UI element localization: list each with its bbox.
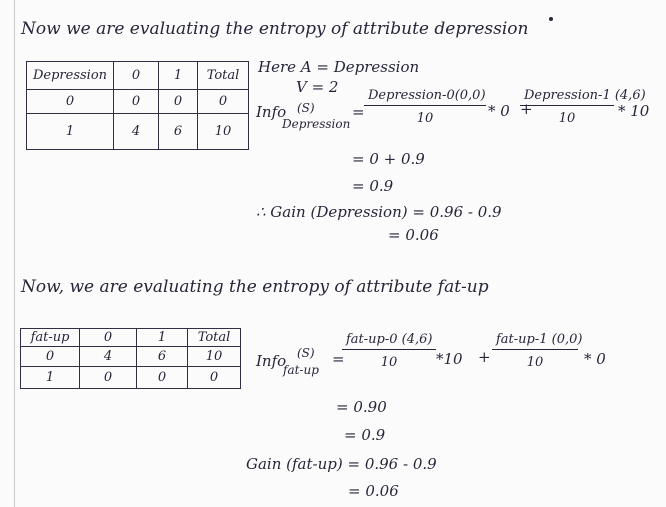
table-cell: 4 <box>114 114 159 150</box>
table-cell: 10 <box>188 347 241 367</box>
info-subscript: Depression <box>282 117 351 131</box>
table-header-cell: 0 <box>114 62 159 90</box>
table-cell: 0 <box>198 90 249 114</box>
heading-fat-up: Now, we are evaluating the entropy of attribute fat-up <box>21 277 489 297</box>
heading-depression: Now we are evaluating the entropy of attribute depression <box>21 19 529 39</box>
table-cell: 10 <box>198 114 249 150</box>
table-header-row <box>21 329 241 347</box>
fraction-depression-1 <box>520 88 646 126</box>
fraction-numerator: Depression-0(0,0) <box>364 88 486 106</box>
depression-table <box>26 61 249 150</box>
table-cell: 1 <box>21 367 80 389</box>
table-header-cell: 1 <box>137 329 188 347</box>
table-row <box>21 367 241 389</box>
table-cell: 1 <box>27 114 114 150</box>
table-row <box>27 114 249 150</box>
step-line: = 0.90 <box>336 398 387 416</box>
table-header-cell: 1 <box>159 62 198 90</box>
step-line: = 0 + 0.9 <box>352 150 425 168</box>
ink-dot <box>549 17 553 21</box>
equals-sign: = <box>332 350 345 368</box>
table-header-cell: Depression <box>27 62 114 90</box>
table-header-cell: 0 <box>80 329 137 347</box>
table-header-cell: Total <box>198 62 249 90</box>
gain-result: = 0.06 <box>348 482 399 500</box>
here-line: Here A = Depression <box>258 58 420 76</box>
equals-sign: = <box>352 103 365 121</box>
multiplier: * 10 <box>618 102 650 120</box>
table-cell: 6 <box>137 347 188 367</box>
fraction-numerator: fat-up-0 (4,6) <box>342 332 436 350</box>
table-cell: 0 <box>27 90 114 114</box>
table-cell: 6 <box>159 114 198 150</box>
table-cell: 0 <box>114 90 159 114</box>
fraction-denominator: 10 <box>558 111 576 126</box>
table-header-cell: Total <box>188 329 241 347</box>
gain-line: Gain (fat-up) = 0.96 - 0.9 <box>246 455 437 473</box>
info-label: Info <box>256 103 287 121</box>
step-line: = 0.9 <box>344 426 386 444</box>
info-subscript: fat-up <box>283 363 319 377</box>
multiplier: * 0 <box>488 102 510 120</box>
table-cell: 4 <box>80 347 137 367</box>
info-argument: (S) <box>297 346 315 360</box>
table-cell: 0 <box>159 90 198 114</box>
fraction-numerator: Depression-1 (4,6) <box>520 88 614 106</box>
info-label: Info <box>256 352 287 370</box>
gain-result: = 0.06 <box>388 226 439 244</box>
table-header-row <box>27 62 249 90</box>
fraction-fat-up-1 <box>492 332 583 370</box>
table-cell: 0 <box>137 367 188 389</box>
table-row <box>27 90 249 114</box>
fraction-denominator: 10 <box>526 355 544 370</box>
fraction-denominator: 10 <box>416 111 434 126</box>
info-argument: (S) <box>297 101 315 115</box>
step-line: = 0.9 <box>352 177 394 195</box>
v-line: V = 2 <box>296 78 339 96</box>
plus-sign: + <box>520 100 533 118</box>
table-cell: 0 <box>80 367 137 389</box>
multiplier: *10 <box>436 350 463 368</box>
fraction-fat-up-0 <box>342 332 436 370</box>
multiplier: * 0 <box>584 350 606 368</box>
table-cell: 0 <box>21 347 80 367</box>
fat-up-table <box>20 328 241 389</box>
fraction-depression-0 <box>364 88 486 126</box>
table-row <box>21 347 241 367</box>
plus-sign: + <box>478 348 491 366</box>
fraction-numerator: fat-up-1 (0,0) <box>492 332 578 350</box>
table-header-cell: fat-up <box>21 329 80 347</box>
page-margin-line <box>14 0 15 507</box>
fraction-denominator: 10 <box>380 355 398 370</box>
table-cell: 0 <box>188 367 241 389</box>
gain-line: ∴ Gain (Depression) = 0.96 - 0.9 <box>256 203 502 221</box>
